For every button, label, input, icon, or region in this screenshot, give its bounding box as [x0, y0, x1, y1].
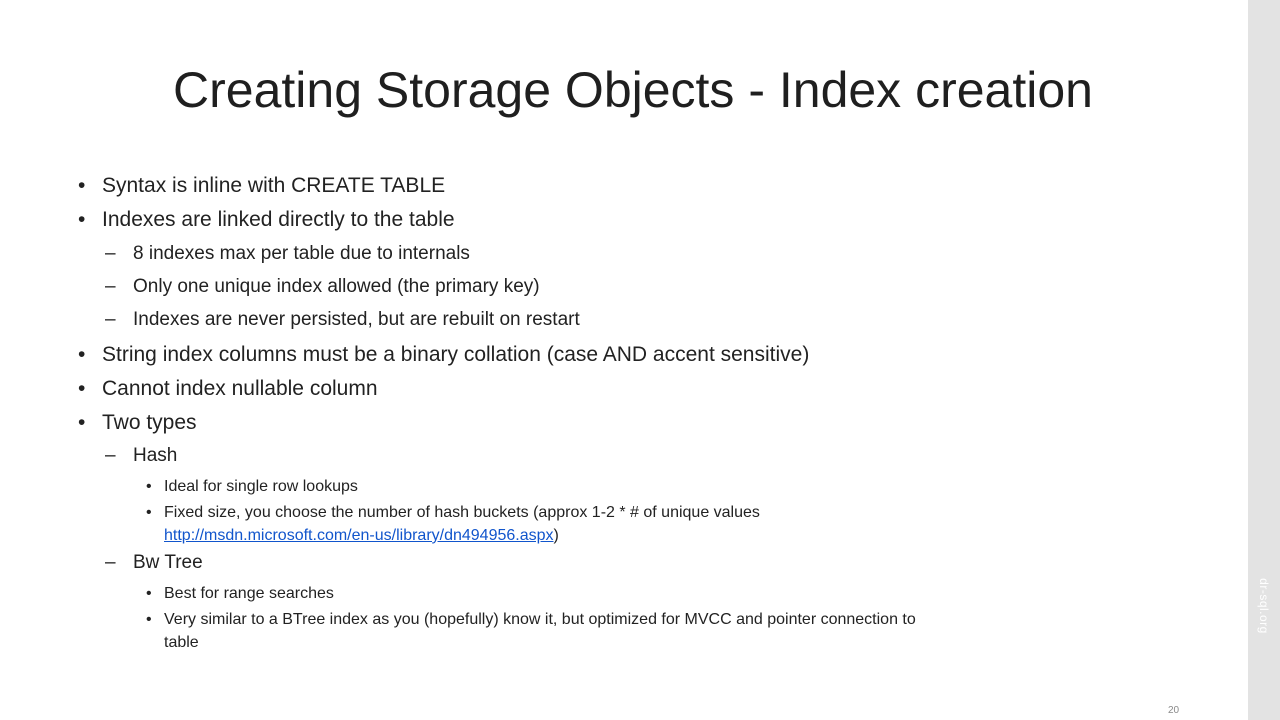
sub-bullet-text: Bw Tree — [133, 552, 203, 573]
bullet-text: Two types — [102, 411, 197, 434]
bullet-marker: • — [146, 504, 152, 521]
bullet-marker: • — [78, 174, 86, 197]
dash-marker: – — [105, 243, 116, 264]
dash-marker: – — [105, 276, 116, 297]
sub-sub-bullet-text: table — [164, 634, 199, 651]
bullet-marker: • — [146, 478, 152, 495]
bullet-text: Indexes are linked directly to the table — [102, 208, 455, 231]
bullet-text: Cannot index nullable column — [102, 377, 378, 400]
bullet-marker: • — [78, 208, 86, 231]
dash-marker: – — [105, 445, 116, 466]
dash-marker: – — [105, 552, 116, 573]
page-number: 20 — [1168, 705, 1180, 716]
msdn-link[interactable]: http://msdn.microsoft.com/en-us/library/dn494956.aspx — [164, 527, 554, 544]
bullet-marker: • — [78, 411, 86, 434]
sub-sub-bullet-text: Best for range searches — [164, 585, 334, 602]
closing-paren: ) — [553, 527, 559, 544]
link-line — [164, 525, 559, 547]
sub-bullet-text: Hash — [133, 445, 178, 466]
sub-bullet-text: Indexes are never persisted, but are rebuilt on restart — [133, 309, 580, 330]
bullet-marker: • — [146, 585, 152, 602]
side-watermark: dr-sql.org — [1257, 578, 1271, 634]
bullet-marker: • — [78, 343, 86, 366]
sub-sub-bullet-text: Fixed size, you choose the number of hash buckets (approx 1-2 * # of unique values — [164, 504, 760, 521]
sub-sub-bullet-text: Very similar to a BTree index as you (hopefully) know it, but optimized for MVCC and pointer connection to — [164, 611, 916, 628]
slide-title: Creating Storage Objects - Index creation — [173, 62, 1093, 118]
dash-marker: – — [105, 309, 116, 330]
sub-sub-bullet-text: Ideal for single row lookups — [164, 478, 358, 495]
sub-bullet-text: 8 indexes max per table due to internals — [133, 243, 470, 264]
bullet-marker: • — [78, 377, 86, 400]
bullet-text: Syntax is inline with CREATE TABLE — [102, 174, 446, 197]
bullet-marker: • — [146, 611, 152, 628]
bullet-text: String index columns must be a binary collation (case AND accent sensitive) — [102, 343, 810, 366]
sub-bullet-text: Only one unique index allowed (the primary key) — [133, 276, 540, 297]
